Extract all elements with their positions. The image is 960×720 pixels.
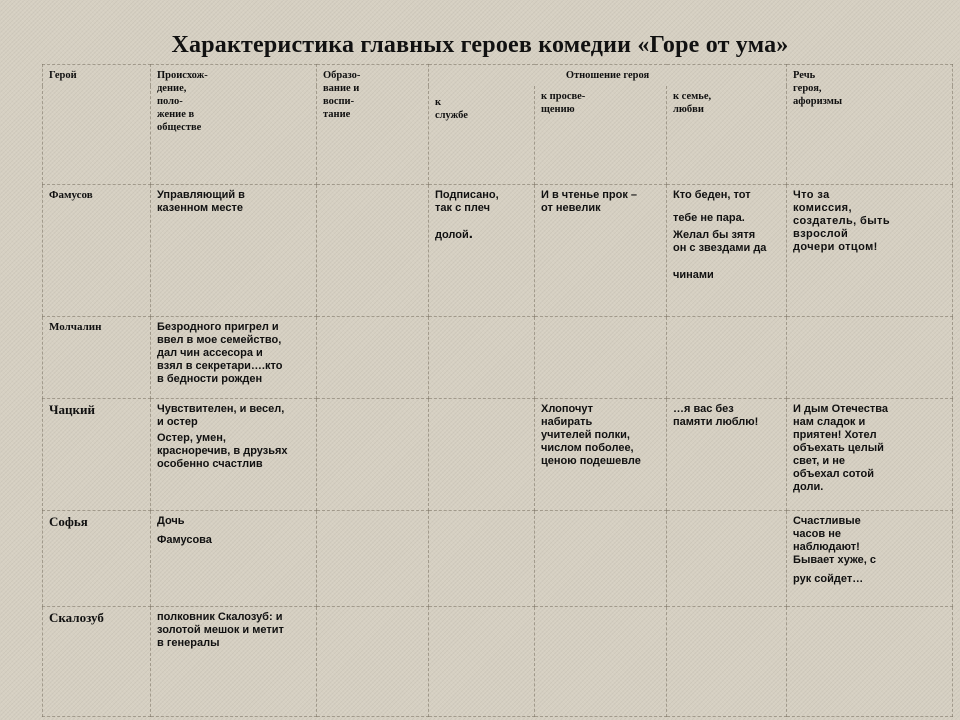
enlightenment-cell — [535, 510, 667, 606]
origin-cell: Управляющий в казенном месте — [151, 184, 317, 316]
hero-name: Фамусов — [43, 184, 151, 316]
table-row — [43, 316, 953, 398]
header-speech: Речь героя, афоризмы — [787, 65, 953, 185]
header-service: к службе — [429, 86, 535, 184]
table-row — [43, 398, 953, 510]
speech-cell — [787, 316, 953, 398]
service-cell — [429, 606, 535, 716]
family-cell — [667, 510, 787, 606]
characters-table — [42, 64, 953, 717]
hero-name: Чацкий — [43, 398, 151, 510]
origin-cell: Безродного пригрел и ввел в мое семейство, дал чин ассесора и взял в секретари….кто в бедности рожден — [151, 316, 317, 398]
education-cell — [317, 606, 429, 716]
header-enlightenment: к просве- щению — [535, 86, 667, 184]
education-cell — [317, 398, 429, 510]
family-cell: …я вас без памяти люблю! — [667, 398, 787, 510]
enlightenment-cell: И в чтенье прок – от невелик — [535, 184, 667, 316]
service-cell: Подписано, так с плеч долой. — [429, 184, 535, 316]
family-cell: Кто беден, тот тебе не пара. Желал бы зятя он с звездами да чинами — [667, 184, 787, 316]
enlightenment-cell — [535, 606, 667, 716]
origin-cell: Чувствителен, и весел, и остер Остер, умен, красноречив, в друзьях особенно счастлив — [151, 398, 317, 510]
family-cell — [667, 316, 787, 398]
hero-name: Молчалин — [43, 316, 151, 398]
speech-cell: Что за комиссия, создатель, быть взрослой дочери отцом! — [787, 184, 953, 316]
enlightenment-cell — [535, 316, 667, 398]
service-cell — [429, 316, 535, 398]
origin-cell: Дочь Фамусова — [151, 510, 317, 606]
header-attitude: Отношение героя — [429, 65, 787, 87]
table-row — [43, 184, 953, 316]
family-cell — [667, 606, 787, 716]
speech-cell: И дым Отечества нам сладок и приятен! Хотел объехать целый свет, и не объехал сотой доли. — [787, 398, 953, 510]
hero-name: Скалозуб — [43, 606, 151, 716]
page-title: Характеристика главных героев комедии «Горе от ума» — [171, 32, 789, 58]
service-cell — [429, 510, 535, 606]
speech-cell: Счастливые часов не наблюдают! Бывает хуже, с рук сойдет… — [787, 510, 953, 606]
origin-cell: полковник Скалозуб: и золотой мешок и метит в генералы — [151, 606, 317, 716]
header-origin: Происхож- дение, поло- жение в обществе — [151, 65, 317, 185]
hero-name: Софья — [43, 510, 151, 606]
education-cell — [317, 510, 429, 606]
header-family: к семье, любви — [667, 86, 787, 184]
table-row — [43, 510, 953, 606]
table-row — [43, 606, 953, 716]
education-cell — [317, 184, 429, 316]
education-cell — [317, 316, 429, 398]
enlightenment-cell: Хлопочут набирать учителей полки, числом поболее, ценою подешевле — [535, 398, 667, 510]
header-education: Образо- вание и воспи- тание — [317, 65, 429, 185]
service-cell — [429, 398, 535, 510]
speech-cell — [787, 606, 953, 716]
header-hero: Герой — [43, 65, 151, 185]
